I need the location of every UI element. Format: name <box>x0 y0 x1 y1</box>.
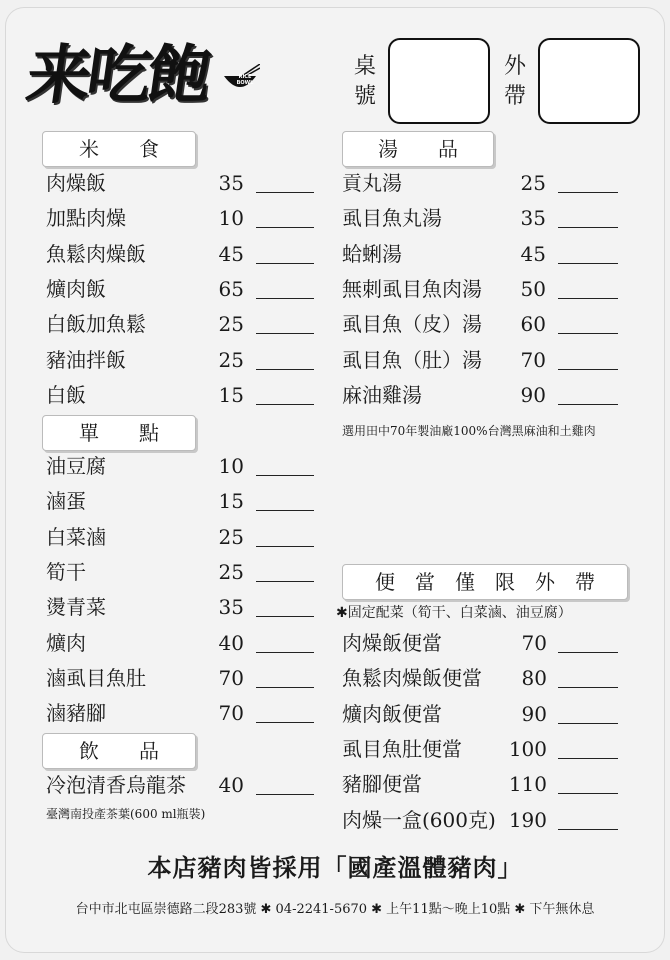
menu-item-name: 油豆腐 <box>46 454 106 478</box>
menu-item-price: 70 <box>520 347 546 372</box>
section-rice-title: 米 食 <box>42 131 196 167</box>
menu-item <box>46 522 314 552</box>
menu-item <box>46 274 314 304</box>
section-drinks-title: 飲 品 <box>42 733 196 769</box>
quantity-blank[interactable] <box>558 192 618 193</box>
soup-note: 選用田中70年製油廠100%台灣黑麻油和土雞肉 <box>342 424 596 438</box>
menu-item <box>342 699 618 729</box>
menu-item-name: 爌肉飯 <box>46 276 106 301</box>
menu-item <box>46 451 314 481</box>
menu-item-price: 25 <box>218 524 244 549</box>
quantity-blank[interactable] <box>558 829 618 830</box>
menu-item <box>46 557 314 587</box>
quantity-blank[interactable] <box>256 581 314 582</box>
menu-item-price: 50 <box>520 276 546 301</box>
menu-item-name: 爌肉飯便當 <box>342 701 442 726</box>
menu-item-price: 25 <box>520 171 546 195</box>
logo <box>21 24 258 114</box>
menu-item-name: 滷蛋 <box>46 489 86 514</box>
menu-item <box>342 274 618 304</box>
menu-item-name: 冷泡清香烏龍茶 <box>46 773 186 797</box>
menu-item <box>46 380 314 410</box>
menu-item-name: 肉燥一盒(600克) <box>342 807 496 832</box>
menu-item <box>342 168 618 198</box>
menu-item <box>342 380 618 410</box>
menu-item-price: 60 <box>520 312 546 337</box>
menu-item <box>46 628 314 658</box>
quantity-blank[interactable] <box>256 510 314 511</box>
takeout-box[interactable] <box>538 38 640 124</box>
menu-item-name: 白飯 <box>46 382 86 407</box>
menu-item <box>342 663 618 693</box>
menu-item-price: 25 <box>218 312 244 337</box>
table-number-box[interactable] <box>388 38 490 124</box>
menu-item-price: 25 <box>218 347 244 372</box>
quantity-blank[interactable] <box>256 687 314 688</box>
quantity-blank[interactable] <box>256 794 314 795</box>
menu-item-name: 魚鬆肉燥飯 <box>46 241 146 266</box>
menu-item-price: 40 <box>218 630 244 655</box>
menu-item <box>342 345 618 375</box>
menu-item <box>46 663 314 693</box>
menu-item <box>342 309 618 339</box>
menu-item-price: 70 <box>521 631 547 655</box>
drinks-note: 臺灣南投產茶葉(600 ml瓶裝) <box>46 807 206 821</box>
pork-notice: 本店豬肉皆採用「國產溫體豬肉」 <box>147 853 523 882</box>
menu-item-price: 40 <box>218 773 244 797</box>
table-number-label: 桌 號 <box>353 54 376 109</box>
menu-item-price: 35 <box>218 171 244 195</box>
bento-side-note: ✱固定配菜（筍干、白菜滷、油豆腐） <box>336 605 572 621</box>
quantity-blank[interactable] <box>256 333 314 334</box>
menu-item <box>46 239 314 269</box>
quantity-blank[interactable] <box>256 263 314 264</box>
section-bento-title: 便 當 僅 限 外 帶 <box>342 564 628 600</box>
menu-item-name: 滷豬腳 <box>46 701 106 726</box>
menu-item <box>46 345 314 375</box>
quantity-blank[interactable] <box>256 192 314 193</box>
quantity-blank[interactable] <box>256 369 314 370</box>
menu-item-price: 90 <box>521 701 547 726</box>
menu-item-name: 白飯加魚鬆 <box>46 312 146 337</box>
quantity-blank[interactable] <box>256 546 314 547</box>
menu-item <box>46 309 314 339</box>
takeout-label: 外 帶 <box>503 54 526 109</box>
menu-item <box>342 805 618 835</box>
quantity-blank[interactable] <box>558 333 618 334</box>
menu-item-name: 爌肉 <box>46 630 86 655</box>
menu-item-name: 加點肉燥 <box>46 206 126 231</box>
menu-item-name: 滷虱目魚肚 <box>46 665 146 690</box>
quantity-blank[interactable] <box>558 404 618 405</box>
menu-item <box>46 592 314 622</box>
menu-item <box>342 628 618 658</box>
quantity-blank[interactable] <box>558 687 618 688</box>
menu-item <box>46 203 314 233</box>
menu-item-name: 燙青菜 <box>46 595 106 620</box>
menu-item-name: 白菜滷 <box>46 524 106 549</box>
menu-item-price: 80 <box>521 666 547 691</box>
quantity-blank[interactable] <box>256 652 314 653</box>
quantity-blank[interactable] <box>558 298 618 299</box>
menu-item-name: 虱目魚（肚）湯 <box>342 347 482 372</box>
quantity-blank[interactable] <box>256 227 314 228</box>
logo-bowl-label: RICE BOWL <box>236 74 254 86</box>
menu-item-price: 100 <box>508 736 547 761</box>
menu-item-name: 豬腳便當 <box>342 772 422 797</box>
menu-item <box>342 203 618 233</box>
menu-item-price: 70 <box>218 701 244 726</box>
logo-brand: 来吃飽 <box>21 39 213 113</box>
menu-item-price: 10 <box>218 454 244 478</box>
quantity-blank[interactable] <box>256 298 314 299</box>
quantity-blank[interactable] <box>256 475 314 476</box>
quantity-blank[interactable] <box>256 404 314 405</box>
section-soup-title: 湯 品 <box>342 131 494 167</box>
menu-item-price: 190 <box>508 807 547 832</box>
menu-item-price: 110 <box>508 772 547 797</box>
menu-item-price: 70 <box>218 665 244 690</box>
quantity-blank[interactable] <box>558 652 618 653</box>
address-line: 台中市北屯區崇德路二段283號 ✱ 04-2241-5670 ✱ 上午11點～晚上10點 ✱ 下午無休息 <box>75 902 595 917</box>
menu-item-name: 蛤蜊湯 <box>342 241 402 266</box>
menu-item-name: 筍干 <box>46 559 86 584</box>
menu-item-name: 虱目魚（皮）湯 <box>342 312 482 337</box>
menu-item-name: 無刺虱目魚肉湯 <box>342 276 482 301</box>
quantity-blank[interactable] <box>558 227 618 228</box>
menu-item-price: 65 <box>218 276 244 301</box>
menu-item-price: 25 <box>218 559 244 584</box>
menu-item-name: 豬油拌飯 <box>46 347 126 372</box>
menu-item-price: 45 <box>218 241 244 266</box>
menu-item <box>46 486 314 516</box>
menu-item-name: 虱目魚丸湯 <box>342 206 442 231</box>
menu-item <box>342 239 618 269</box>
menu-item-price: 35 <box>520 206 546 231</box>
menu-item <box>46 168 314 198</box>
menu-item <box>342 734 618 764</box>
quantity-blank[interactable] <box>558 758 618 759</box>
menu-item <box>46 770 314 800</box>
menu-item <box>342 769 618 799</box>
menu-item-name: 麻油雞湯 <box>342 382 422 407</box>
menu-item <box>46 698 314 728</box>
menu-item-price: 15 <box>218 382 244 407</box>
menu-item-price: 45 <box>520 241 546 266</box>
menu-item-name: 貢丸湯 <box>342 171 402 195</box>
quantity-blank[interactable] <box>256 722 314 723</box>
quantity-blank[interactable] <box>558 369 618 370</box>
menu-item-name: 魚鬆肉燥飯便當 <box>342 666 482 691</box>
quantity-blank[interactable] <box>558 263 618 264</box>
menu-item-price: 10 <box>218 206 244 231</box>
quantity-blank[interactable] <box>558 723 618 724</box>
quantity-blank[interactable] <box>558 793 618 794</box>
section-single-title: 單 點 <box>42 415 196 451</box>
menu-item-name: 肉燥飯 <box>46 171 106 195</box>
menu-item-name: 虱目魚肚便當 <box>342 736 462 761</box>
menu-item-price: 35 <box>218 595 244 620</box>
quantity-blank[interactable] <box>256 616 314 617</box>
menu-item-price: 90 <box>520 382 546 407</box>
menu-item-name: 肉燥飯便當 <box>342 631 442 655</box>
menu-item-price: 15 <box>218 489 244 514</box>
